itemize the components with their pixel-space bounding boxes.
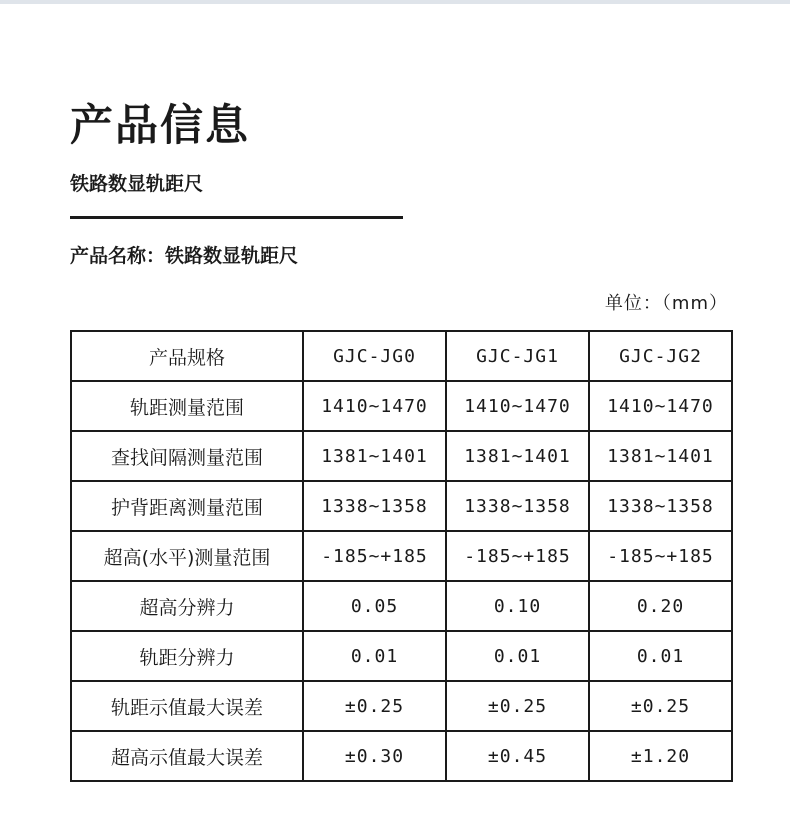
- row-value: -185~+185: [303, 531, 446, 581]
- row-value: 0.01: [589, 631, 732, 681]
- row-value: ±0.25: [446, 681, 589, 731]
- table-row: [71, 681, 732, 731]
- row-value: 1338~1358: [446, 481, 589, 531]
- table-row: [71, 481, 732, 531]
- row-value: -185~+185: [589, 531, 732, 581]
- row-value: 1410~1470: [589, 381, 732, 431]
- row-value: ±0.45: [446, 731, 589, 781]
- row-value: 0.05: [303, 581, 446, 631]
- table-row: [71, 531, 732, 581]
- row-value: 1410~1470: [303, 381, 446, 431]
- table-row: [71, 381, 732, 431]
- row-value: 1381~1401: [303, 431, 446, 481]
- title-divider: [70, 216, 403, 219]
- row-value: 0.01: [446, 631, 589, 681]
- top-strip: [0, 0, 790, 4]
- row-value: ±0.25: [589, 681, 732, 731]
- row-label: 超高(水平)测量范围: [71, 531, 303, 581]
- row-value: 0.01: [303, 631, 446, 681]
- row-value: 0.20: [589, 581, 732, 631]
- row-label: 轨距示值最大误差: [71, 681, 303, 731]
- page-subtitle: 铁路数显轨距尺: [70, 173, 204, 195]
- row-value: ±0.25: [303, 681, 446, 731]
- table-header-row: [71, 331, 732, 381]
- row-value: 1381~1401: [589, 431, 732, 481]
- table-row: [71, 631, 732, 681]
- table-row: [71, 581, 732, 631]
- header-cell-spec: 产品规格: [71, 331, 303, 381]
- row-value: ±1.20: [589, 731, 732, 781]
- table-row: [71, 431, 732, 481]
- row-label: 查找间隔测量范围: [71, 431, 303, 481]
- product-name: 产品名称：铁路数显轨距尺: [70, 245, 299, 267]
- table-row: [71, 731, 732, 781]
- row-value: 0.10: [446, 581, 589, 631]
- unit-label: 单位：（mm）: [604, 293, 728, 314]
- row-value: ±0.30: [303, 731, 446, 781]
- spec-table: [70, 330, 733, 782]
- row-label: 超高分辨力: [71, 581, 303, 631]
- row-value: -185~+185: [446, 531, 589, 581]
- row-label: 超高示值最大误差: [71, 731, 303, 781]
- page-title: 产品信息: [70, 101, 250, 151]
- row-value: 1338~1358: [303, 481, 446, 531]
- row-value: 1338~1358: [589, 481, 732, 531]
- header-cell-model: GJC-JG1: [446, 331, 589, 381]
- header-cell-model: GJC-JG2: [589, 331, 732, 381]
- row-label: 轨距分辨力: [71, 631, 303, 681]
- row-value: 1410~1470: [446, 381, 589, 431]
- row-value: 1381~1401: [446, 431, 589, 481]
- row-label: 轨距测量范围: [71, 381, 303, 431]
- row-label: 护背距离测量范围: [71, 481, 303, 531]
- header-cell-model: GJC-JG0: [303, 331, 446, 381]
